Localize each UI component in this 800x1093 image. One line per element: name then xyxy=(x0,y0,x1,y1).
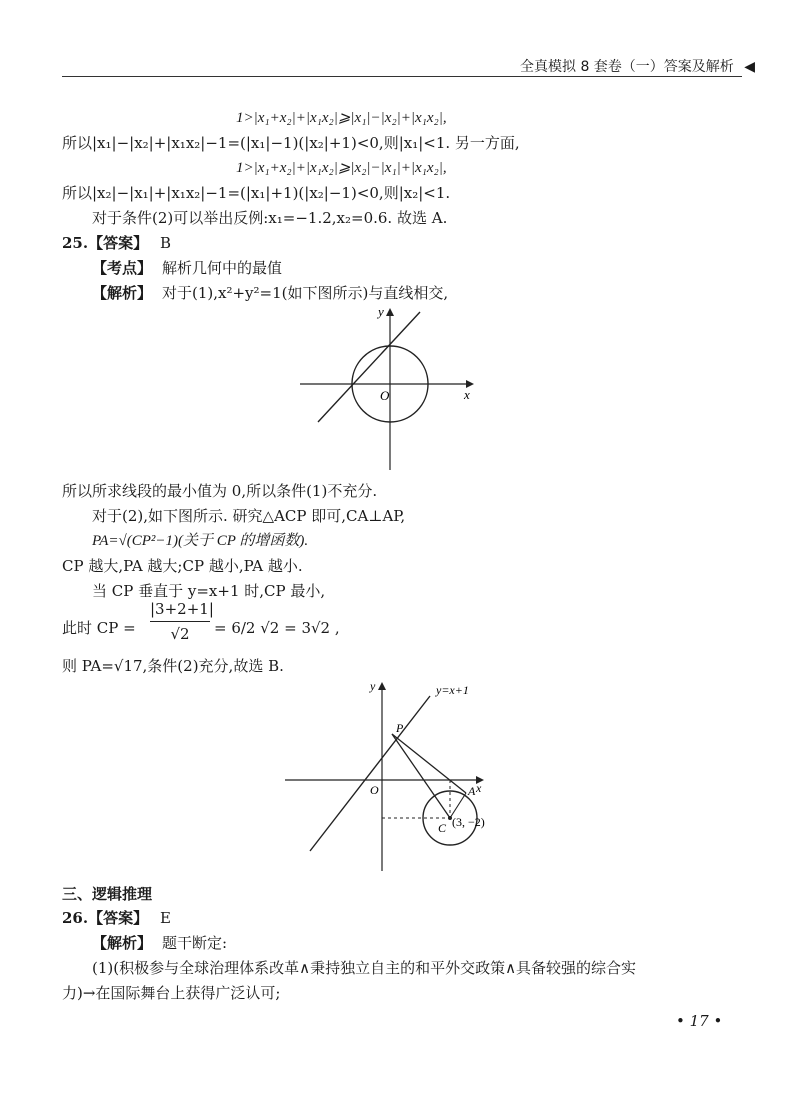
fig1-origin-label: O xyxy=(380,388,390,403)
text-line-10: 对于(2),如下图所示. 研究△ACP 即可,CA⊥AP, xyxy=(92,507,406,525)
y-axis-arrow-icon xyxy=(386,308,394,316)
fraction-denominator: √2 xyxy=(170,625,190,643)
text-line-14-prefix: 此时 CP = xyxy=(62,619,136,637)
text-line-19: (1)(积极参与全球治理体系改革∧秉持独立自主的和平外交政策∧具备较强的综合实 xyxy=(92,959,637,977)
y-axis-arrow-icon xyxy=(378,682,386,690)
segment-pa xyxy=(392,734,466,793)
figure-circle-line xyxy=(290,300,490,475)
segment-pc xyxy=(392,734,450,818)
q25-answer: B xyxy=(160,234,172,252)
q25-jiexi-label: 【解析】 xyxy=(92,284,153,302)
text-line-2: 所以|x₁|−|x₂|+|x₁x₂|−1=(|x₁|−1)(|x₂|+1)<0,则|x₁|<1. 另一方面, xyxy=(62,134,520,152)
fig2-line-label: y=x+1 xyxy=(436,683,469,697)
figure-distance xyxy=(280,676,520,876)
text-line-5: 对于条件(2)可以举出反例:x₁=−1.2,x₂=0.6. 故选 A. xyxy=(92,209,448,227)
q25-answer-label: 25.【答案】 xyxy=(62,234,149,252)
q25-kaodian-label: 【考点】 xyxy=(92,259,153,277)
text-line-14-suffix: = 6/2 √2 = 3√2 , xyxy=(214,619,340,637)
header-title: 全真模拟 8 套卷（一）答案及解析 xyxy=(520,59,734,75)
fig2-x-label: x xyxy=(476,781,482,795)
intersecting-line xyxy=(318,312,420,422)
text-line-15: 则 PA=√17,条件(2)充分,故选 B. xyxy=(62,657,284,675)
text-line-4: 所以|x₂|−|x₁|+|x₁x₂|−1=(|x₁|+1)(|x₂|−1)<0,则|x₂|<1. xyxy=(62,184,451,202)
fig2-y-label: y xyxy=(370,679,376,693)
running-header xyxy=(520,56,755,76)
fraction-bar xyxy=(150,621,210,622)
q25-jiexi: 对于(1),x²+y²=1(如下图所示)与直线相交, xyxy=(162,284,449,302)
text-line-12: CP 越大,PA 越大;CP 越小,PA 越小. xyxy=(62,557,303,575)
header-arrow-icon: ◀ xyxy=(744,59,756,75)
q26-answer-label: 26.【答案】 xyxy=(62,909,149,927)
fig1-y-label: y xyxy=(378,304,384,319)
text-line-13: 当 CP 垂直于 y=x+1 时,CP 最小, xyxy=(92,582,326,600)
text-line-11: PA=√(CP²−1)(关于 CP 的增函数). xyxy=(92,533,309,549)
fraction-numerator: |3+2+1| xyxy=(150,600,214,618)
page-number: • 17 • xyxy=(676,1012,723,1030)
fig2-a-label: A xyxy=(468,784,476,798)
text-line-1: 1>|x₁+x₂|+|x₁x₂|⩾|x₁|−|x₂|+|x₁x₂|, xyxy=(236,110,447,126)
text-line-9: 所以所求线段的最小值为 0,所以条件(1)不充分. xyxy=(62,482,378,500)
header-rule xyxy=(62,76,742,77)
fig2-c-label: C xyxy=(438,821,447,835)
fig1-x-label: x xyxy=(464,387,470,402)
text-line-20: 力)→在国际舞台上获得广泛认可; xyxy=(62,984,281,1002)
fig2-c-coord: (3, −2) xyxy=(452,815,485,829)
q26-jiexi-label: 【解析】 xyxy=(92,934,153,952)
q26-jiexi: 题干断定: xyxy=(162,934,228,952)
fig2-p-label: P xyxy=(396,721,404,735)
section-heading: 三、逻辑推理 xyxy=(62,885,153,903)
q25-kaodian: 解析几何中的最值 xyxy=(162,259,283,277)
fig2-origin-label: O xyxy=(370,783,379,797)
q26-answer: E xyxy=(160,909,171,927)
line-y-equals-x-plus-1 xyxy=(310,696,430,851)
text-line-3: 1>|x₁+x₂|+|x₁x₂|⩾|x₂|−|x₁|+|x₁x₂|, xyxy=(236,160,447,176)
